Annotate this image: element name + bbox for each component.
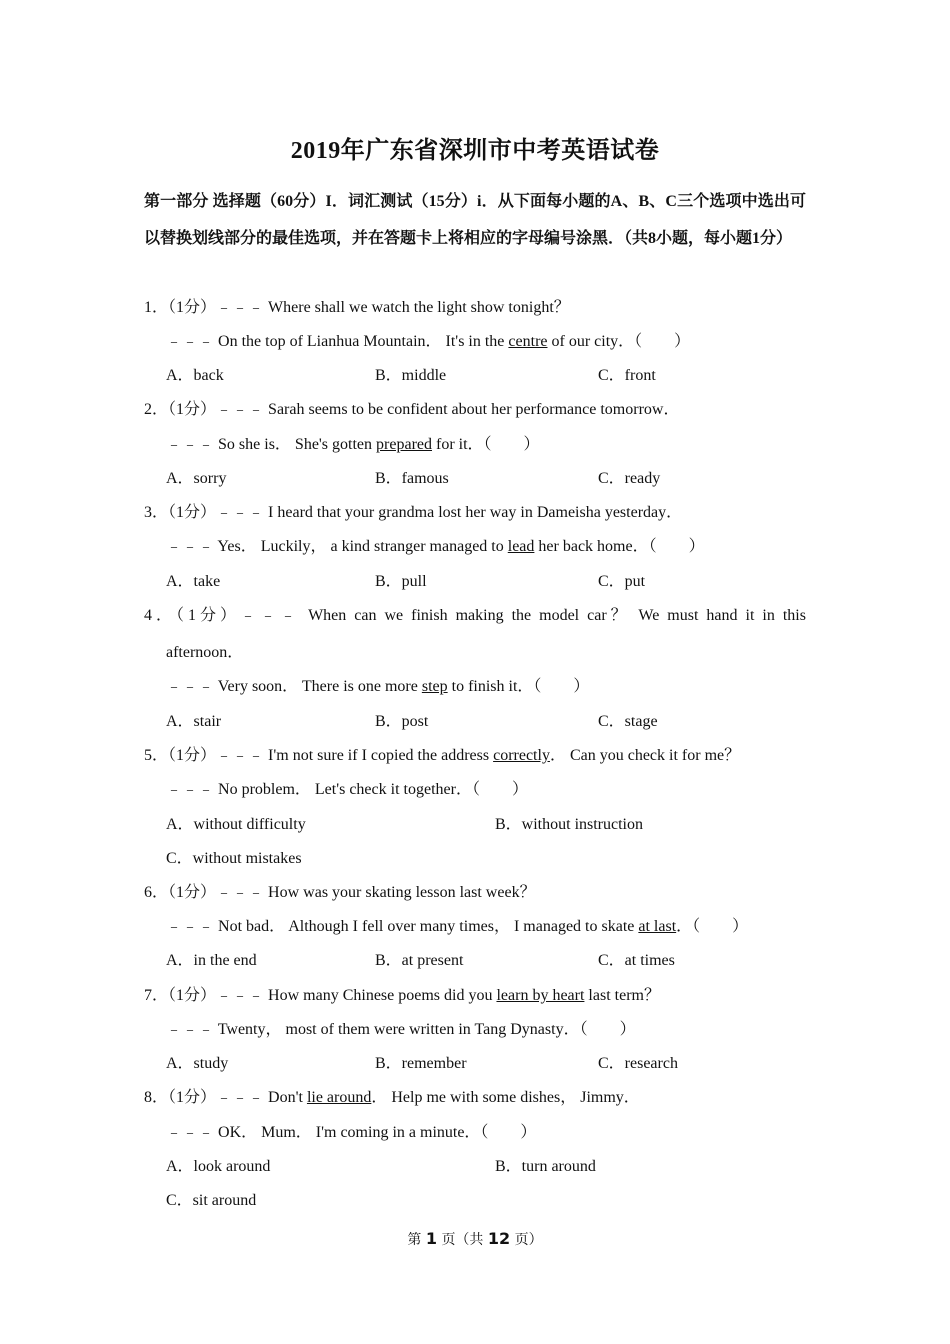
option-a[interactable]: A．stair (166, 713, 222, 730)
question-score: （1分） (168, 884, 217, 901)
dialogue-dash: ﹣﹣﹣ (216, 504, 265, 521)
question-4 (144, 606, 806, 626)
option-a[interactable]: A．take (166, 573, 221, 590)
answer-text: Not bad． Although I fell over many times， I managed to skate (218, 918, 639, 935)
underlined-word: lead (507, 538, 535, 555)
dialogue-dash: ﹣﹣﹣ (216, 401, 265, 418)
question-5 (144, 746, 740, 766)
answer-text: OK． Mum． I'm coming in a minute．（ ） (218, 1124, 537, 1141)
option-b[interactable]: B．remember (375, 1055, 467, 1072)
answer-line-6 (166, 917, 748, 937)
answer-line-4 (166, 677, 589, 697)
question-4-continuation: afternoon． (166, 644, 244, 661)
answer-text: So she is． She's gotten (218, 436, 377, 453)
answer-line-2 (166, 435, 540, 455)
question-text: Where shall we watch the light show tonight？ (268, 299, 570, 316)
option-c[interactable]: C．put (598, 573, 646, 590)
question-text: Sarah seems to be confident about her performance tomorrow． (268, 401, 680, 418)
question-2 (144, 400, 679, 420)
underlined-word: learn by heart (496, 987, 585, 1004)
option-c[interactable]: C．stage (598, 713, 658, 730)
question-number: 7． (144, 987, 169, 1004)
option-c[interactable]: C．at times (598, 952, 675, 969)
page-footer (0, 1229, 950, 1249)
dialogue-dash: ﹣﹣﹣ (240, 607, 301, 624)
dialogue-dash: ﹣﹣﹣ (166, 1021, 215, 1038)
dialogue-dash: ﹣﹣﹣ (166, 918, 215, 935)
total-pages: 12 (487, 1229, 511, 1248)
footer-suffix: 页） (514, 1232, 543, 1248)
question-7 (144, 986, 660, 1006)
question-text: Don't (268, 1089, 307, 1106)
answer-text: No problem． Let's check it together．（ ） (218, 781, 528, 798)
dialogue-dash: ﹣﹣﹣ (216, 987, 265, 1004)
option-a[interactable]: A．sorry (166, 470, 227, 487)
underlined-word: prepared (376, 436, 432, 453)
option-c[interactable]: C．ready (598, 470, 661, 487)
question-score: （1分） (176, 607, 241, 624)
underlined-word: correctly (493, 747, 550, 764)
question-text: How many Chinese poems did you (268, 987, 497, 1004)
question-score: （1分） (168, 1089, 217, 1106)
dialogue-dash: ﹣﹣﹣ (166, 436, 215, 453)
answer-line-7 (166, 1020, 636, 1040)
question-number: 6． (144, 884, 169, 901)
dialogue-dash: ﹣﹣﹣ (166, 1124, 215, 1141)
question-1 (144, 298, 570, 318)
dialogue-dash: ﹣﹣﹣ (166, 538, 215, 555)
dialogue-dash: ﹣﹣﹣ (216, 884, 265, 901)
dialogue-dash: ﹣﹣﹣ (216, 1089, 265, 1106)
underlined-word: step (421, 678, 448, 695)
dialogue-dash: ﹣﹣﹣ (216, 747, 265, 764)
answer-line-8 (166, 1123, 536, 1143)
question-text-end: ． Help me with some dishes， Jimmy． (371, 1089, 640, 1106)
answer-text-end: of our city．（ ） (547, 333, 691, 350)
current-page-number: 1 (425, 1229, 437, 1248)
answer-text-end: her back home．（ ） (534, 538, 705, 555)
question-score: （1分） (168, 747, 217, 764)
dialogue-dash: ﹣﹣﹣ (166, 781, 215, 798)
option-c[interactable]: C．without mistakes (166, 850, 302, 867)
question-number: 1． (144, 299, 169, 316)
question-score: （1分） (168, 401, 217, 418)
question-3 (144, 503, 682, 523)
option-b[interactable]: B．turn around (495, 1158, 596, 1175)
question-6 (144, 883, 536, 903)
question-score: （1分） (168, 987, 217, 1004)
dialogue-dash: ﹣﹣﹣ (166, 678, 215, 695)
answer-text-end: to finish it．（ ） (447, 678, 590, 695)
answer-text-end: ．（ ） (676, 918, 749, 935)
answer-line-1 (166, 332, 690, 352)
option-b[interactable]: B．at present (375, 952, 464, 969)
footer-middle: 页（共 (441, 1232, 484, 1248)
question-score: （1分） (168, 504, 217, 521)
underlined-word: at last (638, 918, 677, 935)
section-instructions: 第一部分 选择题（60分）I．词汇测试（15分）i．从下面每小题的A、B、C三个选项中选出可以替换划线部分的最佳选项，并在答题卡上将相应的字母编号涂黑．（共8小题，每小题1分） (144, 193, 806, 247)
answer-text: On the top of Lianhua Mountain． It's in the (218, 333, 509, 350)
option-b[interactable]: B．pull (375, 573, 427, 590)
option-b[interactable]: B．middle (375, 367, 447, 384)
question-text: When can we finish making the model car？ We must hand it in this (308, 607, 806, 624)
question-number: 4． (144, 607, 177, 624)
underlined-word: lie around (306, 1089, 372, 1106)
option-a[interactable]: A．without difficulty (166, 816, 306, 833)
question-text-end: last term？ (584, 987, 660, 1004)
option-a[interactable]: A．study (166, 1055, 229, 1072)
answer-text: Yes． Luckily， a kind stranger managed to (217, 538, 508, 555)
option-b[interactable]: B．post (375, 713, 429, 730)
answer-text: Very soon． There is one more (217, 678, 422, 695)
answer-text-end: for it．（ ） (432, 436, 540, 453)
option-a[interactable]: A．in the end (166, 952, 257, 969)
answer-line-5 (166, 780, 528, 800)
question-text-end: ． Can you check it for me？ (549, 747, 741, 764)
option-a[interactable]: A．look around (166, 1158, 271, 1175)
answer-line-3 (166, 537, 705, 557)
question-8 (144, 1088, 640, 1108)
question-number: 2． (144, 401, 169, 418)
option-a[interactable]: A．back (166, 367, 224, 384)
answer-text: Twenty， most of them were written in Tang Dynasty．（ ） (217, 1021, 636, 1038)
option-b[interactable]: B．famous (375, 470, 449, 487)
dialogue-dash: ﹣﹣﹣ (166, 333, 215, 350)
option-c[interactable]: C．sit around (166, 1192, 257, 1209)
option-b[interactable]: B．without instruction (495, 816, 644, 833)
footer-prefix: 第 (407, 1232, 422, 1248)
question-number: 5． (144, 747, 169, 764)
page-title: 2019年广东省深圳市中考英语试卷 (290, 138, 660, 164)
dialogue-dash: ﹣﹣﹣ (216, 299, 265, 316)
question-score: （1分） (168, 299, 217, 316)
option-c[interactable]: C．research (598, 1055, 678, 1072)
option-c[interactable]: C．front (598, 367, 656, 384)
underlined-word: centre (508, 333, 548, 350)
question-text: I heard that your grandma lost her way in Dameisha yesterday． (268, 504, 683, 521)
question-text: I'm not sure if I copied the address (268, 747, 494, 764)
question-text: How was your skating lesson last week？ (268, 884, 536, 901)
question-number: 3． (144, 504, 169, 521)
question-number: 8． (144, 1089, 169, 1106)
